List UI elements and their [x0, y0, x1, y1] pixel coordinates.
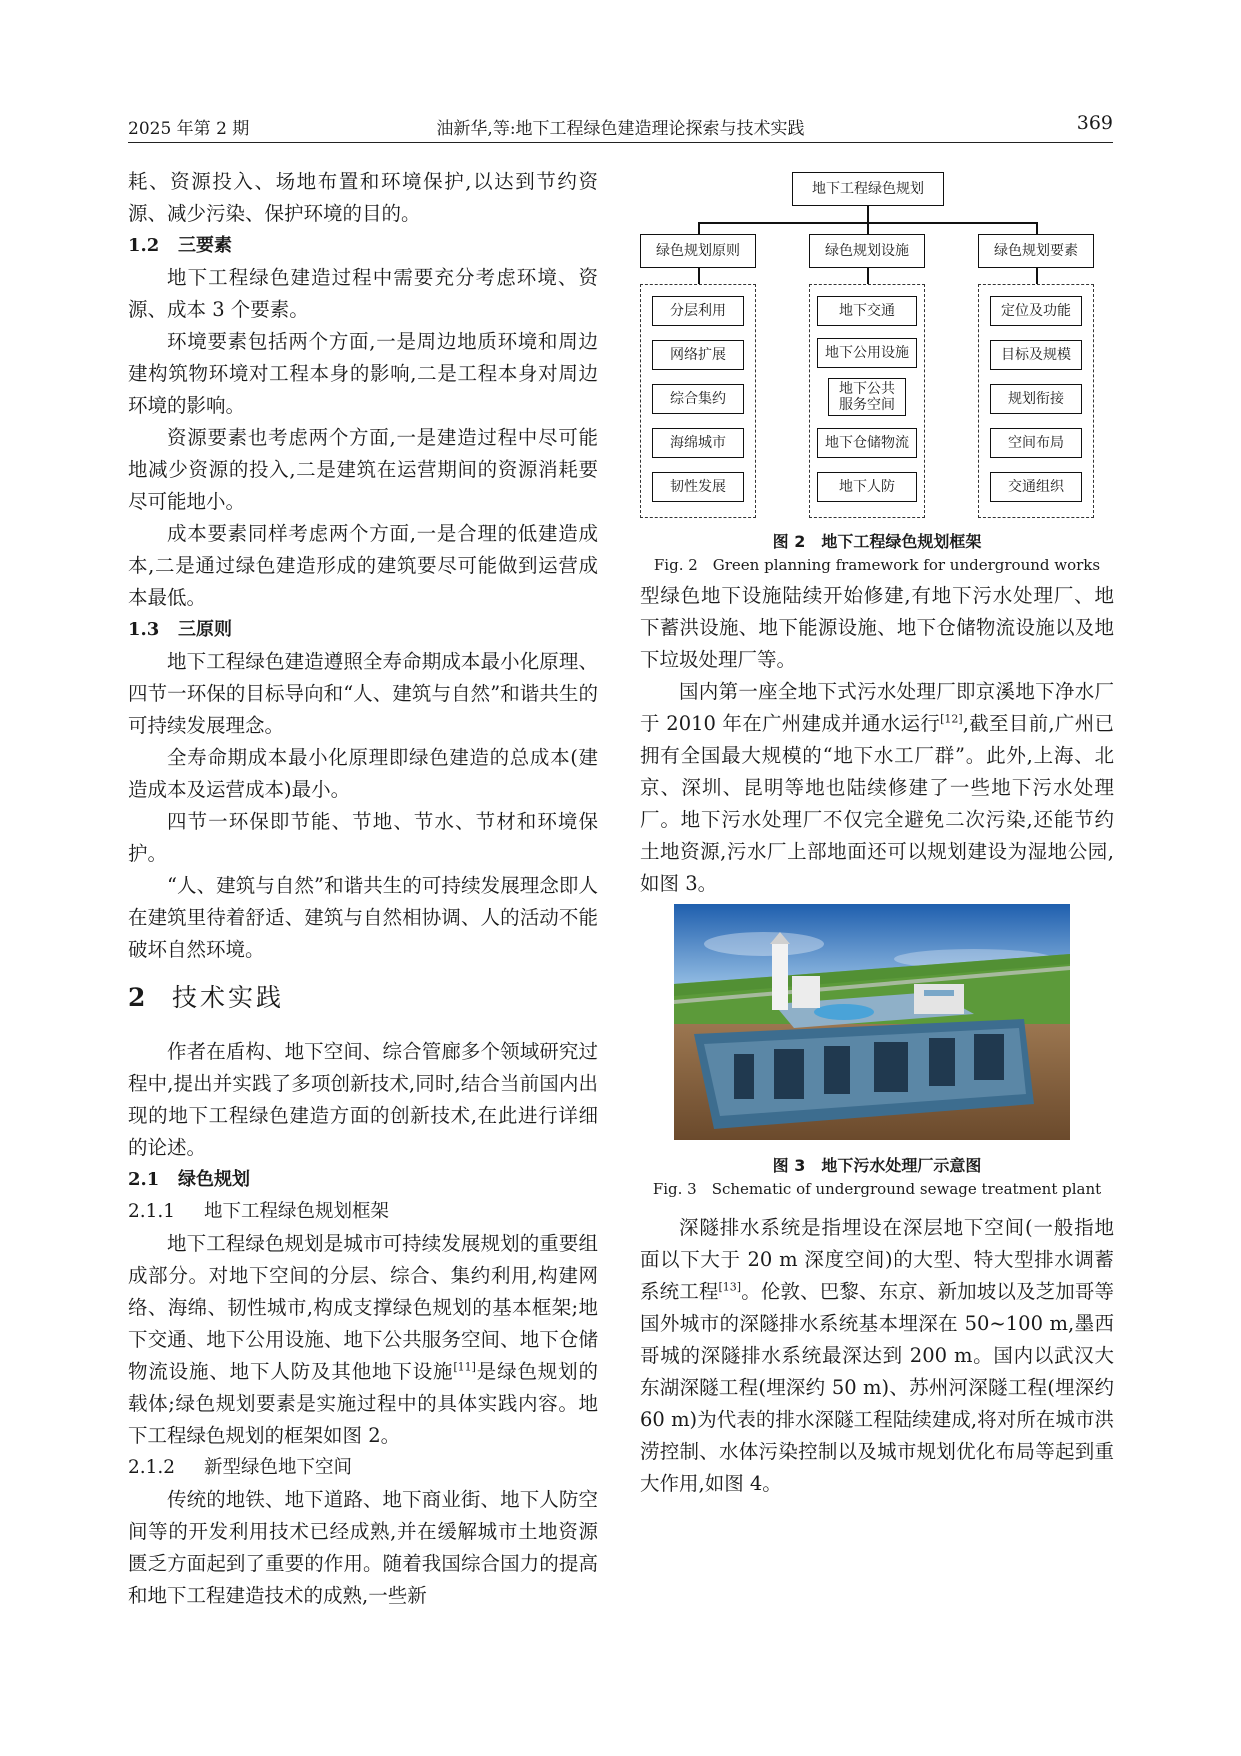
citation: [13]	[718, 1280, 742, 1294]
section-title: 三原则	[178, 619, 232, 640]
element-item: 空间布局	[990, 428, 1082, 458]
right-column	[640, 166, 1114, 1500]
section-number: 2.1.2	[128, 1457, 176, 1478]
section-title: 技术实践	[172, 983, 285, 1012]
paragraph: 环境要素包括两个方面,一是周边地质环境和周边建构筑物环境对工程本身的影响,二是工程本身对周边环境的影响。	[128, 330, 598, 417]
section-number: 2.1.1	[128, 1201, 176, 1222]
section-heading-1-2	[128, 230, 598, 262]
citation: [11]	[453, 1360, 476, 1374]
paragraph: 全寿命期成本最小化原理即绿色建造的总成本(建造成本及运营成本)最小。	[128, 746, 598, 801]
issue-label: 2025 年第 2 期	[128, 119, 250, 139]
facility-item: 地下公用设施	[817, 338, 917, 368]
section-title: 地下工程绿色规划框架	[204, 1201, 390, 1222]
connector-line	[867, 206, 869, 222]
connector-line	[698, 222, 700, 234]
paragraph: 耗、资源投入、场地布置和环境保护,以达到节约资源、减少污染、保护环境的目的。	[128, 170, 598, 225]
element-item: 交通组织	[990, 472, 1082, 502]
paragraph: 资源要素也考虑两个方面,一是建造过程中尽可能地减少资源的投入,二是建筑在运营期间的资源消耗要尽可能地小。	[128, 426, 598, 513]
figure-3-caption-cn: 图 3 地下污水处理厂示意图	[772, 1156, 982, 1175]
section-heading-2-1	[128, 1164, 598, 1196]
section-number: 1.2	[128, 235, 160, 256]
section-title: 三要素	[178, 235, 232, 256]
connector-line	[1036, 268, 1038, 284]
connector-line	[867, 268, 869, 284]
section-heading-2-1-1	[128, 1196, 598, 1228]
section-heading-2	[128, 980, 598, 1016]
paragraph: 四节一环保即节能、节地、节水、节材和环境保护。	[128, 810, 598, 865]
running-header	[128, 112, 1113, 143]
element-item: 定位及功能	[990, 296, 1082, 326]
connector-line	[698, 268, 700, 284]
paragraph: 深隧排水系统是指埋设在深层地下空间(一般指地面以下大于 20 m 深度空间)的大型、特大型排水调蓄系统工程[13]。伦敦、巴黎、东京、新加坡以及芝加哥等国外城市的深隧排水系统基本埋深在 50~100 m,墨西哥城的深隧排水系统最深达到 200 m。国内以武汉大东湖深隧工程(埋深约 50 m)、苏州河深隧工程(埋深约 60 m)为代表的排水深隧工程陆续建成,将对所在城市洪涝控制、水体污染控制以及城市规划优化布局等起到重大作用,如图 4。	[640, 1216, 1114, 1495]
figure-2-diagram	[640, 166, 1114, 526]
paragraph: 地下工程绿色规划是城市可持续发展规划的重要组成部分。对地下空间的分层、综合、集约利用,构建网络、海绵、韧性城市,构成支撑绿色规划的基本框架;地下交通、地下公用设施、地下公共服务空间、地下仓储物流设施、地下人防及其他地下设施[11]是绿色规划的载体;绿色规划要素是实施过程中的具体实践内容。地下工程绿色规划的框架如图 2。	[128, 1232, 598, 1447]
section-heading-2-1-2	[128, 1452, 598, 1484]
paragraph: 传统的地铁、地下道路、地下商业街、地下人防空间等的开发利用技术已经成熟,并在缓解城市土地资源匮乏方面起到了重要的作用。随着我国综合国力的提高和地下工程建造技术的成熟,一些新	[128, 1488, 598, 1607]
principle-item: 分层利用	[652, 296, 744, 326]
connector-line	[867, 222, 869, 234]
section-number: 2	[128, 983, 149, 1012]
paragraph: 型绿色地下设施陆续开始修建,有地下污水处理厂、地下蓄洪设施、地下能源设施、地下仓储物流设施以及地下垃圾处理厂等。	[640, 584, 1114, 671]
element-item: 规划衔接	[990, 384, 1082, 414]
element-item: 目标及规模	[990, 340, 1082, 370]
connector-line	[1036, 222, 1038, 234]
section-number: 1.3	[128, 619, 160, 640]
paragraph: 地下工程绿色建造遵照全寿命期成本最小化原理、四节一环保的目标导向和“人、建筑与自然”和谐共生的可持续发展理念。	[128, 650, 598, 737]
figure-2-caption-cn: 图 2 地下工程绿色规划框架	[772, 532, 982, 551]
principle-item: 韧性发展	[652, 472, 744, 502]
facility-item: 地下仓储物流	[817, 428, 917, 458]
figure-2-caption-en: Fig. 2 Green planning framework for underground works	[653, 556, 1101, 574]
plant-cutaway-image	[674, 904, 1070, 1140]
principle-item: 海绵城市	[652, 428, 744, 458]
paragraph: 国内第一座全地下式污水处理厂即京溪地下净水厂于 2010 年在广州建成并通水运行[12],截至目前,广州已拥有全国最大规模的“地下水工厂群”。此外,上海、北京、深圳、昆明等地也陆续修建了一些地下污水处理厂。地下污水处理厂不仅完全避免二次污染,还能节约土地资源,污水厂上部地面还可以规划建设为湿地公园,如图 3。	[640, 680, 1114, 895]
category-facilities: 绿色规划设施	[809, 234, 925, 268]
facility-item: 地下交通	[817, 296, 917, 326]
sewage-plant-illustration	[674, 904, 1070, 1140]
facility-item: 地下人防	[817, 472, 917, 502]
page-number: 369	[1076, 112, 1113, 134]
section-number: 2.1	[128, 1169, 160, 1190]
left-column	[128, 166, 598, 1612]
principle-item: 综合集约	[652, 384, 744, 414]
paragraph: 作者在盾构、地下空间、综合管廊多个领域研究过程中,提出并实践了多项创新技术,同时,结合当前国内出现的地下工程绿色建造方面的创新技术,在此进行详细的论述。	[128, 1040, 598, 1159]
figure-3-caption-en: Fig. 3 Schematic of underground sewage treatment plant	[652, 1180, 1102, 1198]
paragraph: 地下工程绿色建造过程中需要充分考虑环境、资源、成本 3 个要素。	[128, 266, 598, 321]
paragraph: “人、建筑与自然”和谐共生的可持续发展理念即人在建筑里待着舒适、建筑与自然相协调、人的活动不能破坏自然环境。	[128, 874, 598, 961]
section-heading-1-3	[128, 614, 598, 646]
section-title: 绿色规划	[178, 1169, 250, 1190]
category-elements: 绿色规划要素	[978, 234, 1094, 268]
facility-item: 地下公共服务空间	[828, 378, 906, 416]
section-title: 新型绿色地下空间	[204, 1457, 353, 1478]
category-principles: 绿色规划原则	[640, 234, 756, 268]
principle-item: 网络扩展	[652, 340, 744, 370]
running-title: 油新华,等:地下工程绿色建造理论探索与技术实践	[436, 119, 805, 139]
paragraph: 成本要素同样考虑两个方面,一是合理的低建造成本,二是通过绿色建造形成的建筑要尽可能做到运营成本最低。	[128, 522, 598, 609]
citation: [12]	[940, 712, 963, 726]
root-node: 地下工程绿色规划	[792, 172, 944, 206]
